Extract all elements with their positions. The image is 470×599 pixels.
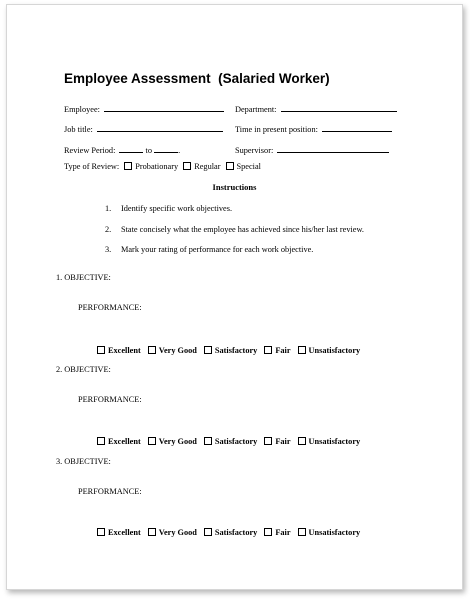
rating-group-2 [97, 437, 367, 446]
checkbox-icon[interactable] [97, 528, 105, 536]
department-row [235, 103, 397, 114]
supervisor-label: Supervisor: [235, 146, 274, 155]
checkbox-icon[interactable] [148, 346, 156, 354]
instruction-item: 1. Identify specific work objectives. [105, 204, 233, 213]
performance-1-label: PERFORMANCE: [78, 303, 142, 312]
review-period-label: Review Period: [64, 146, 116, 155]
instructions-heading: Instructions [212, 182, 257, 192]
review-type-special[interactable]: Special [226, 162, 261, 171]
rating-unsatisfactory[interactable]: Unsatisfactory [298, 346, 361, 355]
rating-fair[interactable]: Fair [264, 528, 290, 537]
rating-unsatisfactory[interactable]: Unsatisfactory [298, 437, 361, 446]
rating-fair[interactable]: Fair [264, 346, 290, 355]
rating-group-3 [97, 528, 367, 537]
supervisor-row [235, 144, 389, 155]
performance-3-label: PERFORMANCE: [78, 487, 142, 496]
objective-1-label: 1. OBJECTIVE: [56, 273, 111, 282]
rating-fair[interactable]: Fair [264, 437, 290, 446]
instruction-item: 3. Mark your rating of performance for each work objective. [105, 245, 314, 254]
checkbox-icon[interactable] [264, 528, 272, 536]
checkbox-icon[interactable] [264, 346, 272, 354]
checkbox-icon[interactable] [183, 162, 191, 170]
checkbox-icon[interactable] [298, 437, 306, 445]
checkbox-icon[interactable] [97, 437, 105, 445]
rating-satisfactory[interactable]: Satisfactory [204, 346, 257, 355]
job-title-label: Job title: [64, 125, 93, 134]
review-type-regular[interactable]: Regular [183, 162, 220, 171]
checkbox-icon[interactable] [204, 528, 212, 536]
job-title-field[interactable] [97, 123, 223, 132]
rating-excellent[interactable]: Excellent [97, 437, 141, 446]
checkbox-icon[interactable] [264, 437, 272, 445]
employee-label: Employee: [64, 105, 100, 114]
department-field[interactable] [281, 103, 397, 112]
time-position-row [235, 123, 392, 134]
review-period-end-mark: . [178, 146, 181, 155]
document-page [6, 4, 463, 590]
form-title: Employee Assessment (Salaried Worker) [64, 71, 330, 86]
time-position-field[interactable] [322, 123, 392, 132]
rating-excellent[interactable]: Excellent [97, 528, 141, 537]
checkbox-icon[interactable] [226, 162, 234, 170]
review-period-start-field[interactable] [119, 144, 143, 153]
instruction-item: 2. State concisely what the employee has achieved since his/her last review. [105, 225, 364, 234]
checkbox-icon[interactable] [124, 162, 132, 170]
rating-satisfactory[interactable]: Satisfactory [204, 528, 257, 537]
rating-very-good[interactable]: Very Good [148, 528, 197, 537]
time-position-label: Time in present position: [235, 125, 318, 134]
performance-2-label: PERFORMANCE: [78, 395, 142, 404]
checkbox-icon[interactable] [204, 346, 212, 354]
department-label: Department: [235, 105, 277, 114]
checkbox-icon[interactable] [298, 346, 306, 354]
rating-excellent[interactable]: Excellent [97, 346, 141, 355]
checkbox-icon[interactable] [204, 437, 212, 445]
objective-3-label: 3. OBJECTIVE: [56, 457, 111, 466]
review-period-to: to [145, 146, 153, 155]
rating-unsatisfactory[interactable]: Unsatisfactory [298, 528, 361, 537]
review-type-probationary[interactable]: Probationary [124, 162, 178, 171]
review-period-row [64, 144, 180, 155]
employee-field[interactable] [104, 103, 224, 112]
review-period-end-field[interactable] [154, 144, 181, 155]
rating-group-1 [97, 346, 367, 355]
supervisor-field[interactable] [277, 144, 389, 153]
rating-very-good[interactable]: Very Good [148, 437, 197, 446]
type-of-review-row [64, 162, 261, 171]
type-of-review-label: Type of Review: [64, 162, 120, 171]
checkbox-icon[interactable] [148, 437, 156, 445]
rating-satisfactory[interactable]: Satisfactory [204, 437, 257, 446]
job-title-row [64, 123, 223, 134]
checkbox-icon[interactable] [298, 528, 306, 536]
checkbox-icon[interactable] [97, 346, 105, 354]
checkbox-icon[interactable] [148, 528, 156, 536]
objective-2-label: 2. OBJECTIVE: [56, 365, 111, 374]
employee-row [64, 103, 224, 114]
rating-very-good[interactable]: Very Good [148, 346, 197, 355]
